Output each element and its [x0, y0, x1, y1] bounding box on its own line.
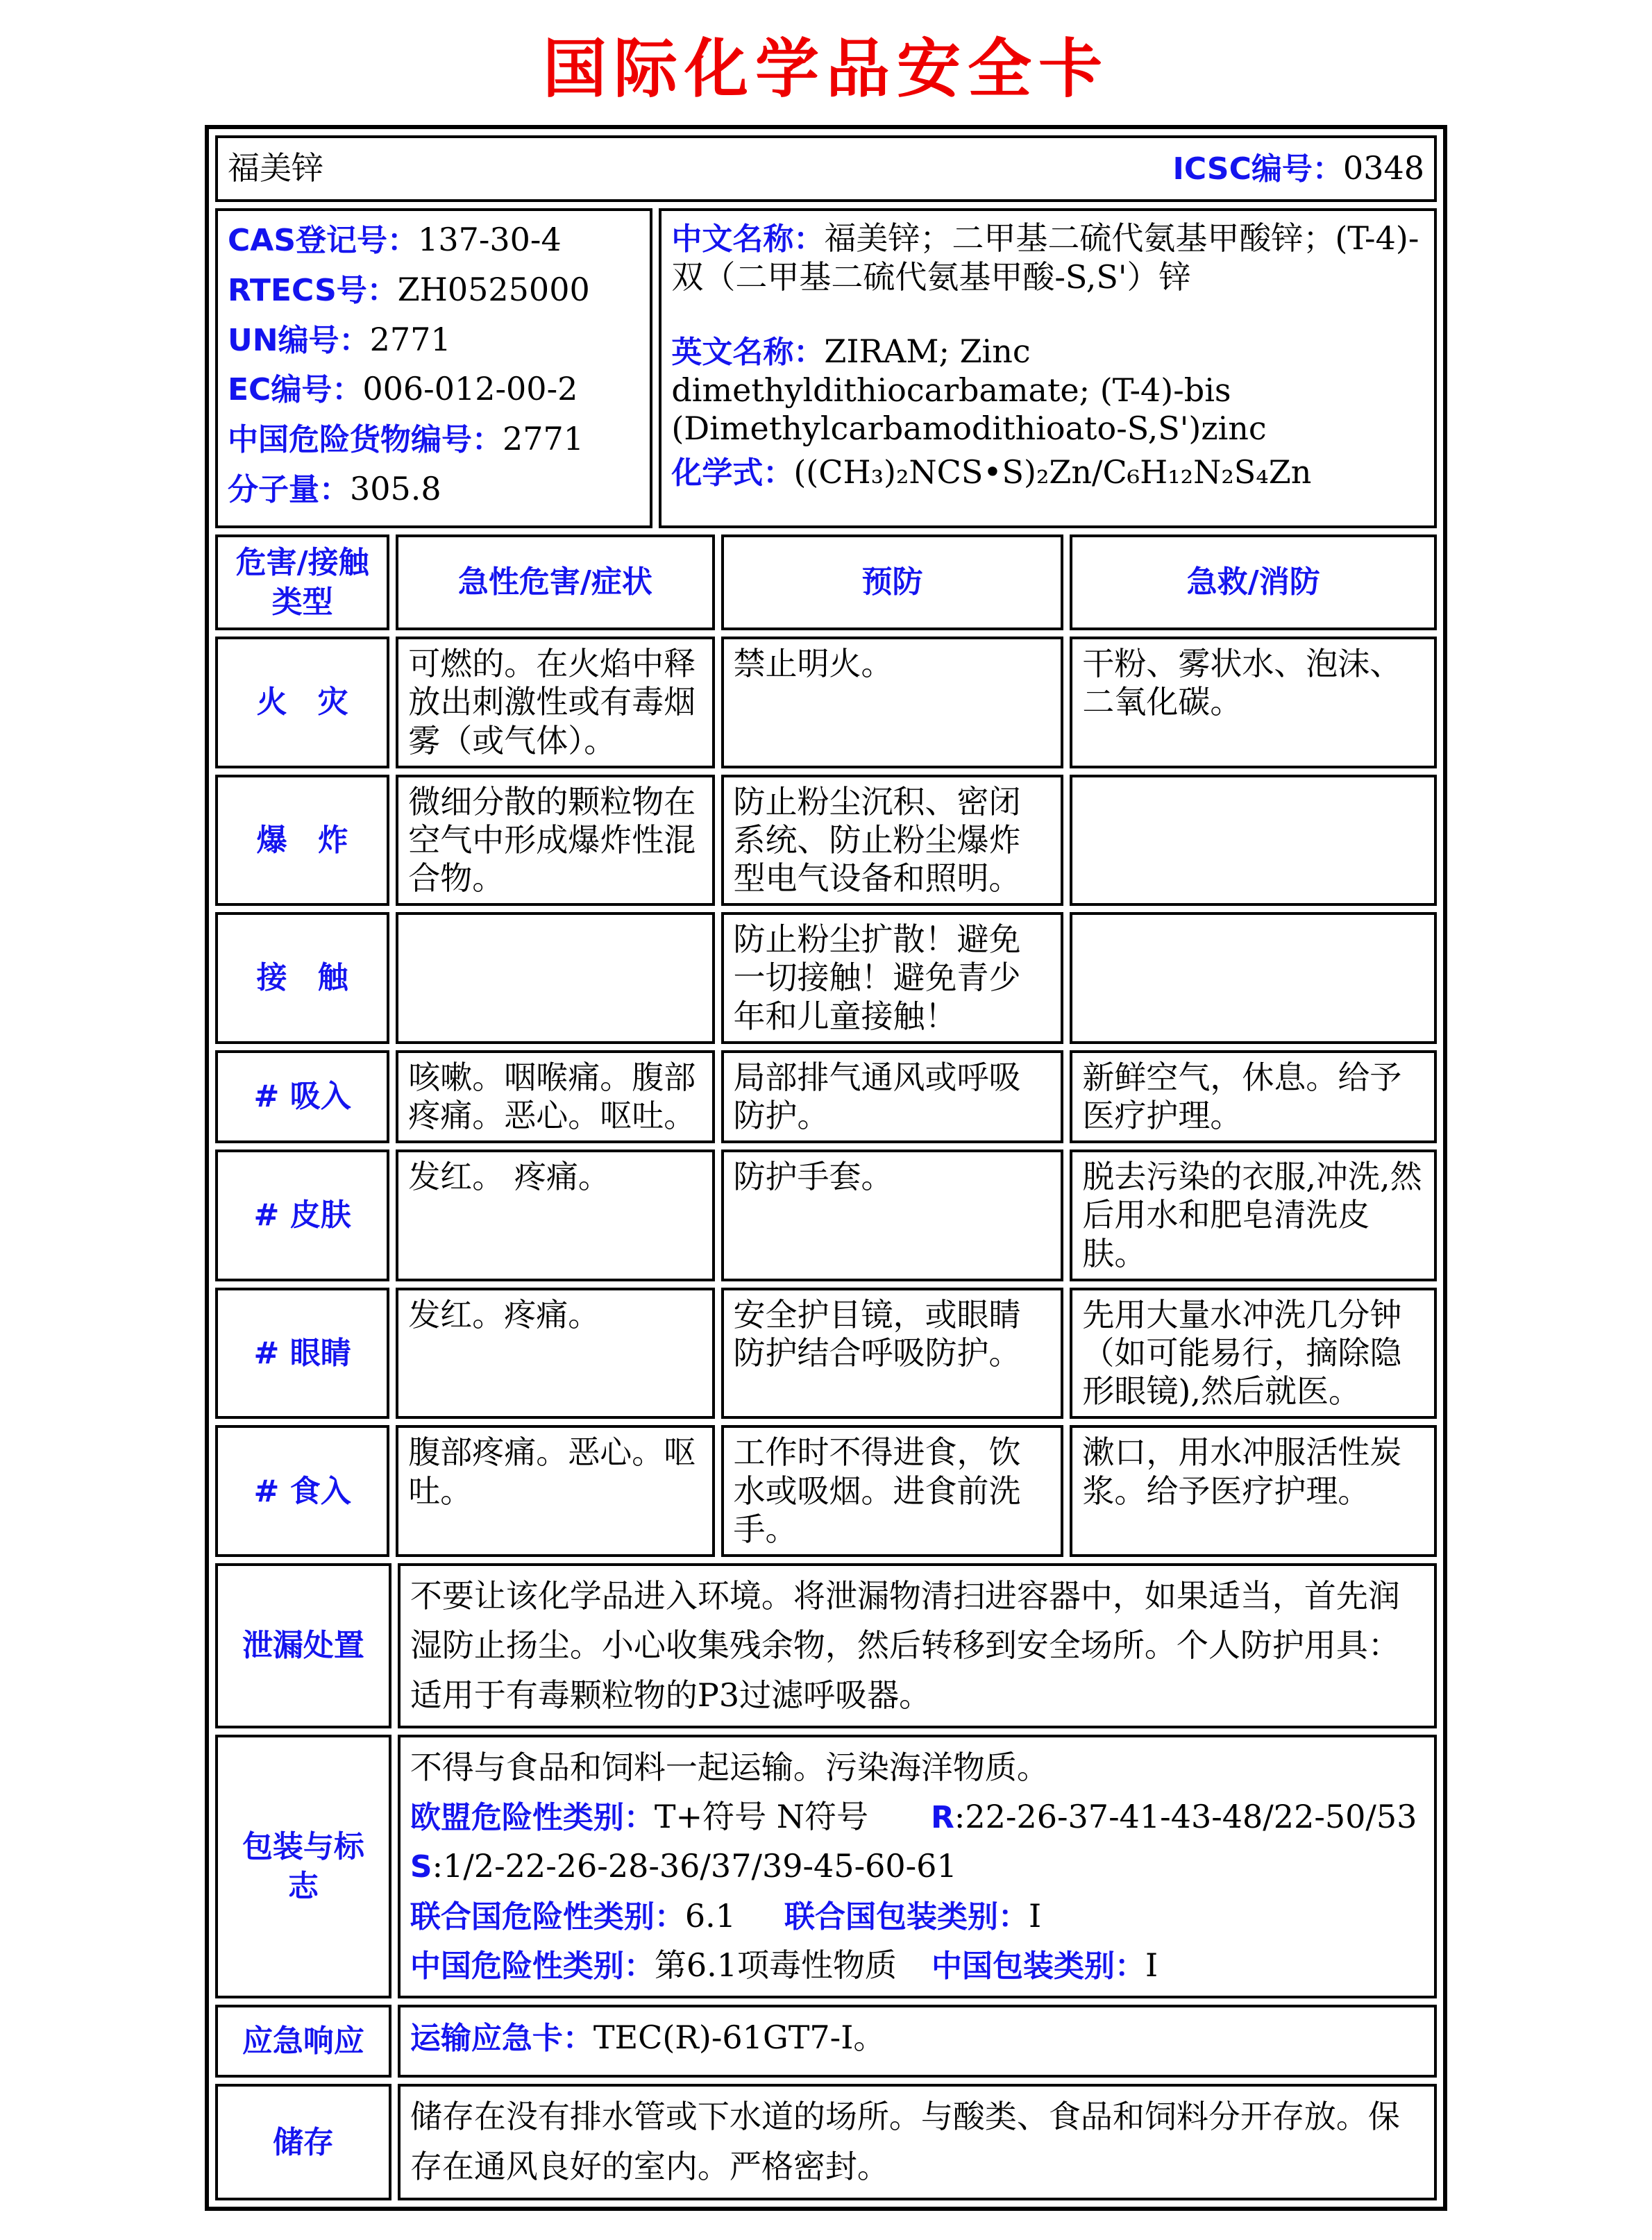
packing-transport-note: 不得与食品和饲料一起运输。污染海洋物质。 — [410, 1748, 1049, 1786]
row-ingestion-label: # 食入 — [215, 1425, 389, 1557]
row-explosion — [215, 775, 1437, 907]
substance-name: 福美锌 — [228, 149, 323, 187]
row-eyes — [215, 1288, 1437, 1420]
ingestion-symptoms: 腹部疼痛。恶心。呕吐。 — [396, 1425, 714, 1557]
storage-text: 储存在没有排水管或下水道的场所。与酸类、食品和饲料分开存放。保存在通风良好的室内。严格密封。 — [398, 2084, 1437, 2200]
skin-response: 脱去污染的衣服,冲洗,然后用水和肥皂清洗皮肤。 — [1070, 1150, 1437, 1281]
row-skin — [215, 1150, 1437, 1281]
header-hazard-type: 危害/接触类型 — [215, 534, 389, 630]
row-explosion-label: 爆 炸 — [215, 775, 389, 907]
header-prevention: 预防 — [721, 534, 1064, 630]
contact-prevention: 防止粉尘扩散！避免一切接触！避免青少年和儿童接触！ — [721, 912, 1064, 1044]
skin-symptoms: 发红。 疼痛。 — [396, 1150, 714, 1281]
explosion-symptoms: 微细分散的颗粒物在空气中形成爆炸性混合物。 — [396, 775, 714, 907]
bottom-sections — [209, 1557, 1443, 2207]
fire-response: 干粉、雾状水、泡沫、二氧化碳。 — [1070, 637, 1437, 768]
spill-text: 不要让该化学品进入环境。将泄漏物清扫进容器中，如果适当，首先润湿防止扬尘。小心收集残余物，然后转移到安全场所。个人防护用具：适用于有毒颗粒物的P3过滤呼吸器。 — [398, 1563, 1437, 1728]
inhalation-response: 新鲜空气，休息。给予医疗护理。 — [1070, 1050, 1437, 1143]
header-symptoms: 急性危害/症状 — [396, 534, 714, 630]
skin-prevention: 防护手套。 — [721, 1150, 1064, 1281]
english-name: 英文名称：ZIRAM; Zinc dimethyldithiocarbamate; (T-4)-bis (Dimethylcarbamodithioato-S,S')zinc — [671, 332, 1267, 447]
row-emergency — [215, 2005, 1437, 2078]
hazard-header-row — [215, 534, 1437, 630]
eyes-response: 先用大量水冲洗几分钟（如可能易行，摘除隐形眼镜),然后就医。 — [1070, 1288, 1437, 1420]
row-spill — [215, 1563, 1437, 1728]
icsc-number — [1172, 149, 1424, 188]
registry-ids-cell — [215, 208, 652, 528]
ec-number: EC编号：006-012-00-2 — [228, 370, 578, 408]
packing-label: 包装与标志 — [215, 1735, 391, 1998]
molecular-weight: 分子量：305.8 — [228, 469, 441, 507]
ingestion-prevention: 工作时不得进食，饮水或吸烟。进食前洗手。 — [721, 1425, 1064, 1557]
name-row-section — [209, 129, 1443, 208]
china-dg-number: 中国危险货物编号：2771 — [228, 420, 584, 458]
row-inhalation — [215, 1050, 1437, 1143]
header-first-aid: 急救/消防 — [1070, 534, 1437, 630]
row-contact-label: 接 触 — [215, 912, 389, 1044]
row-packing — [215, 1735, 1437, 1998]
row-inhalation-label: # 吸入 — [215, 1050, 389, 1143]
packing-un-class: 联合国危险性类别：6.1 联合国包装类别：I — [410, 1896, 1042, 1935]
eyes-symptoms: 发红。疼痛。 — [396, 1288, 714, 1420]
contact-symptoms — [396, 912, 714, 1044]
chinese-name: 中文名称：福美锌；二甲基二硫代氨基甲酸锌；(T-4)-双（二甲基二硫代氨基甲酸-S,S'）锌 — [671, 219, 1419, 296]
name-row — [215, 135, 1437, 202]
inhalation-symptoms: 咳嗽。咽喉痛。腹部疼痛。恶心。呕吐。 — [396, 1050, 714, 1143]
name-cell — [215, 135, 1437, 202]
fire-prevention: 禁止明火。 — [721, 637, 1064, 768]
un-number: UN编号：2771 — [228, 320, 451, 358]
hazard-table — [209, 528, 1443, 1563]
row-ingestion — [215, 1425, 1437, 1557]
row-fire-label: 火 灾 — [215, 637, 389, 768]
emergency-label: 应急响应 — [215, 2005, 391, 2078]
packing-eu-class: 欧盟危险性类别：T+符号 N符号 R:22-26-37-41-43-48/22-50/53 — [410, 1798, 1417, 1836]
row-contact — [215, 912, 1437, 1044]
row-skin-label: # 皮肤 — [215, 1150, 389, 1281]
row-eyes-label: # 眼睛 — [215, 1288, 389, 1420]
spill-label: 泄漏处置 — [215, 1563, 391, 1728]
explosion-prevention: 防止粉尘沉积、密闭系统、防止粉尘爆炸型电气设备和照明。 — [721, 775, 1064, 907]
contact-response — [1070, 912, 1437, 1044]
inhalation-prevention: 局部排气通风或呼吸防护。 — [721, 1050, 1064, 1143]
icsc-label: ICSC编号： — [1172, 151, 1343, 187]
identity-row — [215, 208, 1437, 528]
chemical-formula: 化学式：((CH₃)₂NCS•S)₂Zn/C₆H₁₂N₂S₄Zn — [671, 453, 1312, 491]
emergency-content: 运输应急卡：TEC(R)-61GT7-I。 — [398, 2005, 1437, 2078]
fire-symptoms: 可燃的。在火焰中释放出刺激性或有毒烟雾（或气体）。 — [396, 637, 714, 768]
packing-content — [398, 1735, 1437, 1998]
cas-number: CAS登记号：137-30-4 — [228, 221, 562, 258]
explosion-response — [1070, 775, 1437, 907]
identity-section — [209, 202, 1443, 534]
chemical-names-cell — [659, 208, 1437, 528]
safety-card — [205, 125, 1447, 2211]
ingestion-response: 漱口，用水冲服活性炭浆。给予医疗护理。 — [1070, 1425, 1437, 1557]
row-fire — [215, 637, 1437, 768]
page-title: 国际化学品安全卡 — [542, 32, 1109, 106]
rtecs-number: RTECS号：ZH0525000 — [228, 270, 590, 308]
storage-label: 储存 — [215, 2084, 391, 2200]
icsc-value: 0348 — [1342, 149, 1424, 187]
packing-cn-class: 中国危险性类别：第6.1项毒性物质 中国包装类别：I — [410, 1946, 1158, 1984]
packing-s-phrases: S:1/2-22-26-28-36/37/39-45-60-61 — [410, 1847, 957, 1885]
eyes-prevention: 安全护目镜，或眼睛防护结合呼吸防护。 — [721, 1288, 1064, 1420]
row-storage — [215, 2084, 1437, 2200]
